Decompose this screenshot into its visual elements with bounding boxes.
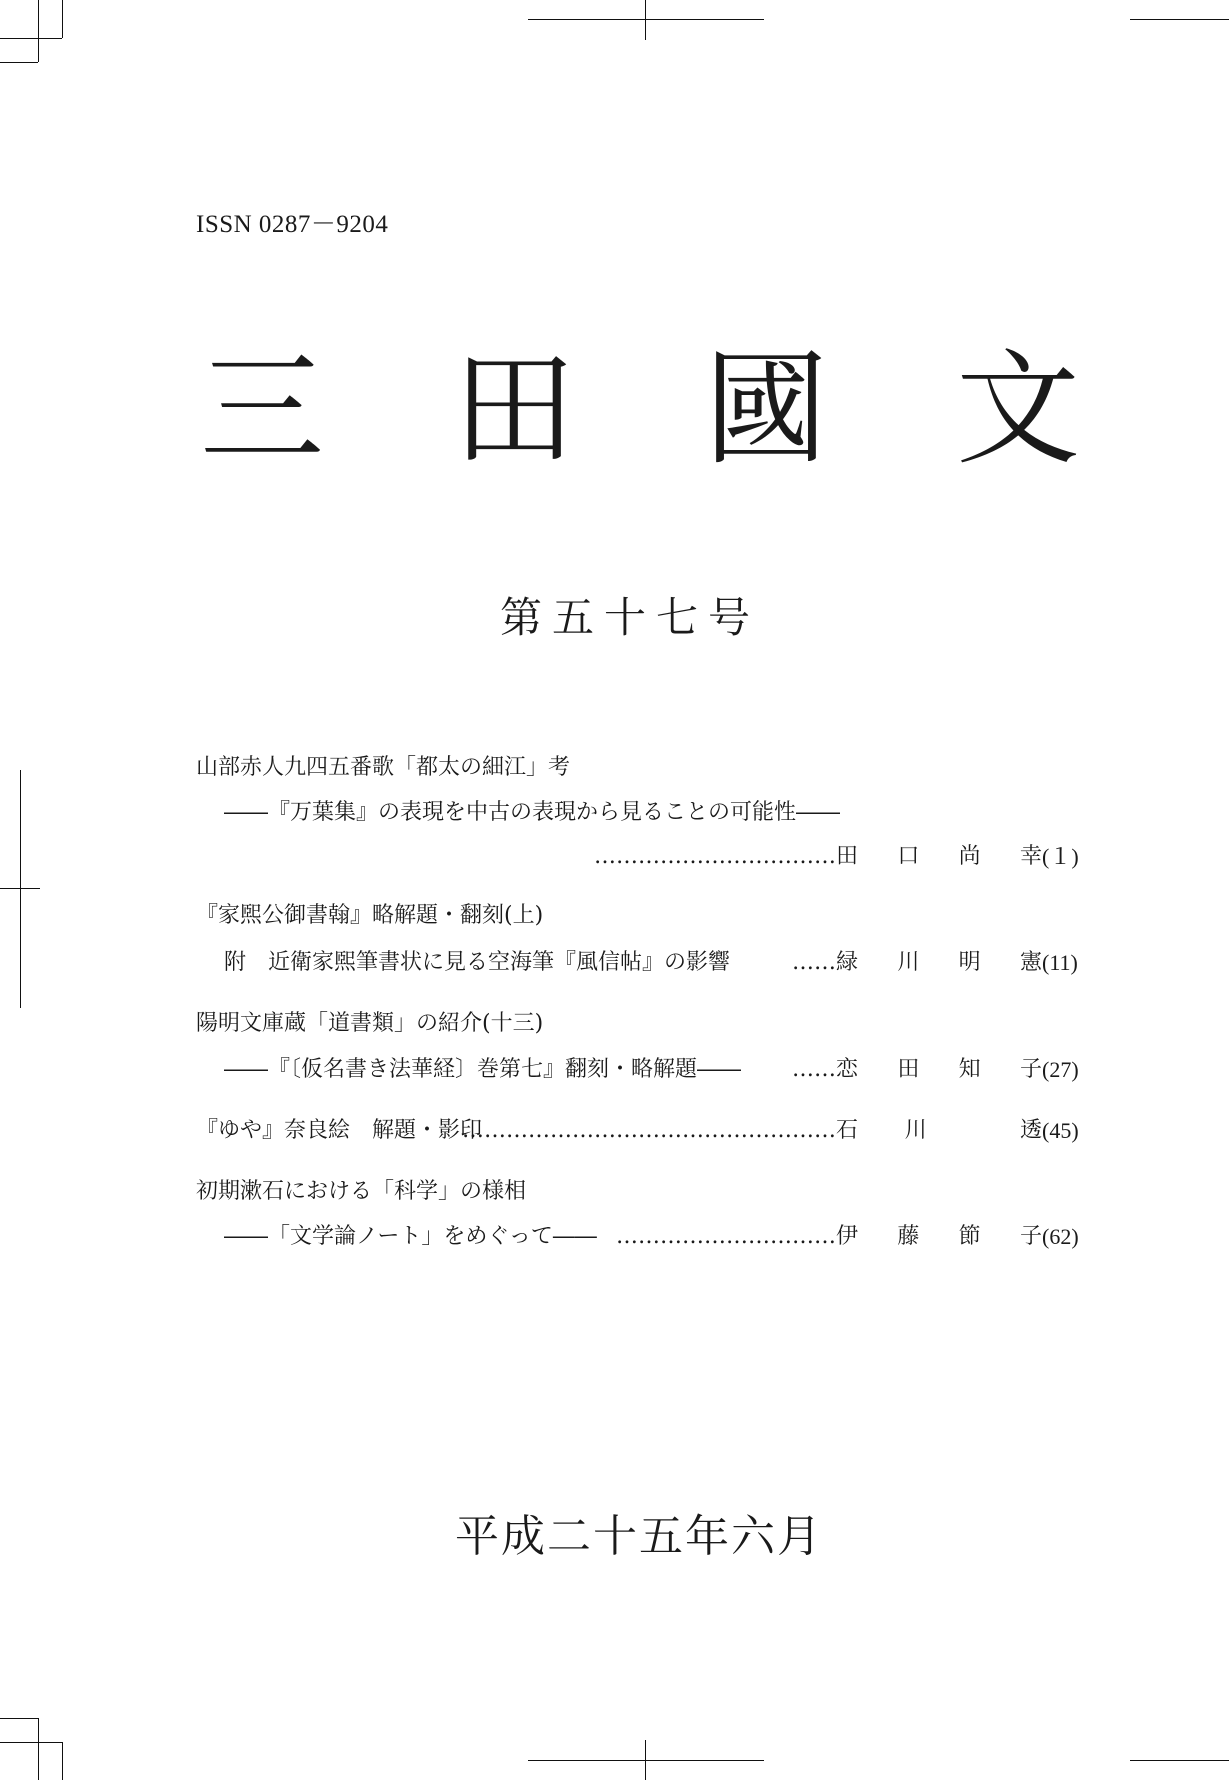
author-char: 緑 xyxy=(836,950,859,975)
author-char: 知 xyxy=(958,1057,981,1082)
journal-title-char: 國 xyxy=(703,338,828,482)
journal-title-char: 文 xyxy=(955,338,1080,482)
toc-entry-title: 山部赤人九四五番歌「都太の細江」考 xyxy=(196,755,571,780)
author-char: 田 xyxy=(897,1057,920,1082)
registration-mark-top-v xyxy=(645,0,646,40)
author-name xyxy=(836,1054,1042,1086)
leader-dots: …… xyxy=(792,1057,836,1082)
journal-title-char: 田 xyxy=(451,338,576,482)
page-number: (45) xyxy=(1042,1118,1079,1143)
author-char: 川 xyxy=(904,1118,927,1143)
issn: ISSN 0287－9204 xyxy=(196,211,389,238)
toc-entry-subtitle: 附 近衛家煕筆書状に見る空海筆『風信帖』の影響 xyxy=(224,950,731,975)
toc-entry-byline xyxy=(196,947,1096,979)
registration-mark-bottom-h xyxy=(528,1760,764,1761)
toc-entry-byline xyxy=(196,1054,1096,1086)
toc-entry-title: 陽明文庫蔵「道書類」の紹介(十三) xyxy=(196,1011,544,1036)
author-char: 明 xyxy=(958,950,981,975)
author-char: 藤 xyxy=(897,1224,920,1249)
author-char: 伊 xyxy=(836,1224,859,1249)
crop-mark-top-left-v xyxy=(62,0,63,38)
toc-entry-title: 『家煕公御書翰』略解題・翻刻(上) xyxy=(196,903,544,928)
leader-dots: …… xyxy=(792,950,836,975)
author-char: 幸 xyxy=(1019,844,1042,869)
author-char: 子 xyxy=(1019,1057,1042,1082)
author-char: 石 xyxy=(836,1118,859,1143)
author-name xyxy=(836,947,1042,979)
publication-date: 平成二十五年六月 xyxy=(455,1511,823,1562)
toc-entry-byline xyxy=(196,841,1096,873)
author-char: 恋 xyxy=(836,1057,859,1082)
crop-mark-bottom-left-v2 xyxy=(38,1718,39,1780)
journal-title xyxy=(200,340,1080,480)
crop-mark-bottom-left-v xyxy=(62,1742,63,1780)
toc-entry-subtitle: ――『〔仮名書き法華経〕巻第七』翻刻・略解題―― xyxy=(224,1057,742,1082)
toc-entry-title: 初期漱石における「科学」の様相 xyxy=(196,1179,527,1204)
leader-dots: ………………………… xyxy=(616,1224,836,1249)
author-char: 憲 xyxy=(1019,950,1042,975)
author-char: 尚 xyxy=(958,844,981,869)
page-number: (11) xyxy=(1042,950,1078,975)
journal-title-char: 三 xyxy=(200,338,325,482)
author-char: 透 xyxy=(1019,1118,1042,1143)
registration-mark-left-h xyxy=(0,888,40,889)
crop-mark-top-right-h xyxy=(1130,19,1229,20)
toc-entry-title: 『ゆや』奈良絵 解題・影印 xyxy=(196,1118,483,1143)
issue-number: 第五十七号 xyxy=(500,593,761,642)
page-number: (27) xyxy=(1042,1057,1079,1082)
crop-mark-bottom-left-h xyxy=(0,1742,62,1743)
page-number: (62) xyxy=(1042,1224,1079,1249)
leader-dots: …………………………… xyxy=(594,844,836,869)
page-number: (１) xyxy=(1042,844,1079,869)
leader-dots: …………………………………………… xyxy=(462,1118,836,1143)
author-char: 口 xyxy=(897,844,920,869)
toc-entry-subtitle: ――『万葉集』の表現を中古の表現から見ることの可能性―― xyxy=(224,800,841,825)
toc-entry-subtitle: ――「文学論ノート」をめぐって―― xyxy=(224,1224,597,1249)
crop-mark-top-left-h2 xyxy=(0,62,38,63)
registration-mark-bottom-v xyxy=(645,1740,646,1780)
author-char: 川 xyxy=(897,950,920,975)
author-char: 節 xyxy=(958,1224,981,1249)
author-char: 子 xyxy=(1019,1224,1042,1249)
author-name xyxy=(836,1115,1042,1147)
toc-entry-byline xyxy=(196,1115,1096,1147)
author-name xyxy=(836,1221,1042,1253)
registration-mark-top-h xyxy=(528,19,764,20)
toc-entry-byline xyxy=(196,1221,1096,1253)
crop-mark-bottom-right-h xyxy=(1130,1760,1229,1761)
crop-mark-bottom-left-h2 xyxy=(0,1718,38,1719)
crop-mark-top-left-h xyxy=(0,38,62,39)
crop-mark-top-left-v2 xyxy=(38,0,39,62)
author-name xyxy=(836,841,1042,873)
author-char: 田 xyxy=(836,844,859,869)
registration-mark-left-v xyxy=(20,770,21,1008)
